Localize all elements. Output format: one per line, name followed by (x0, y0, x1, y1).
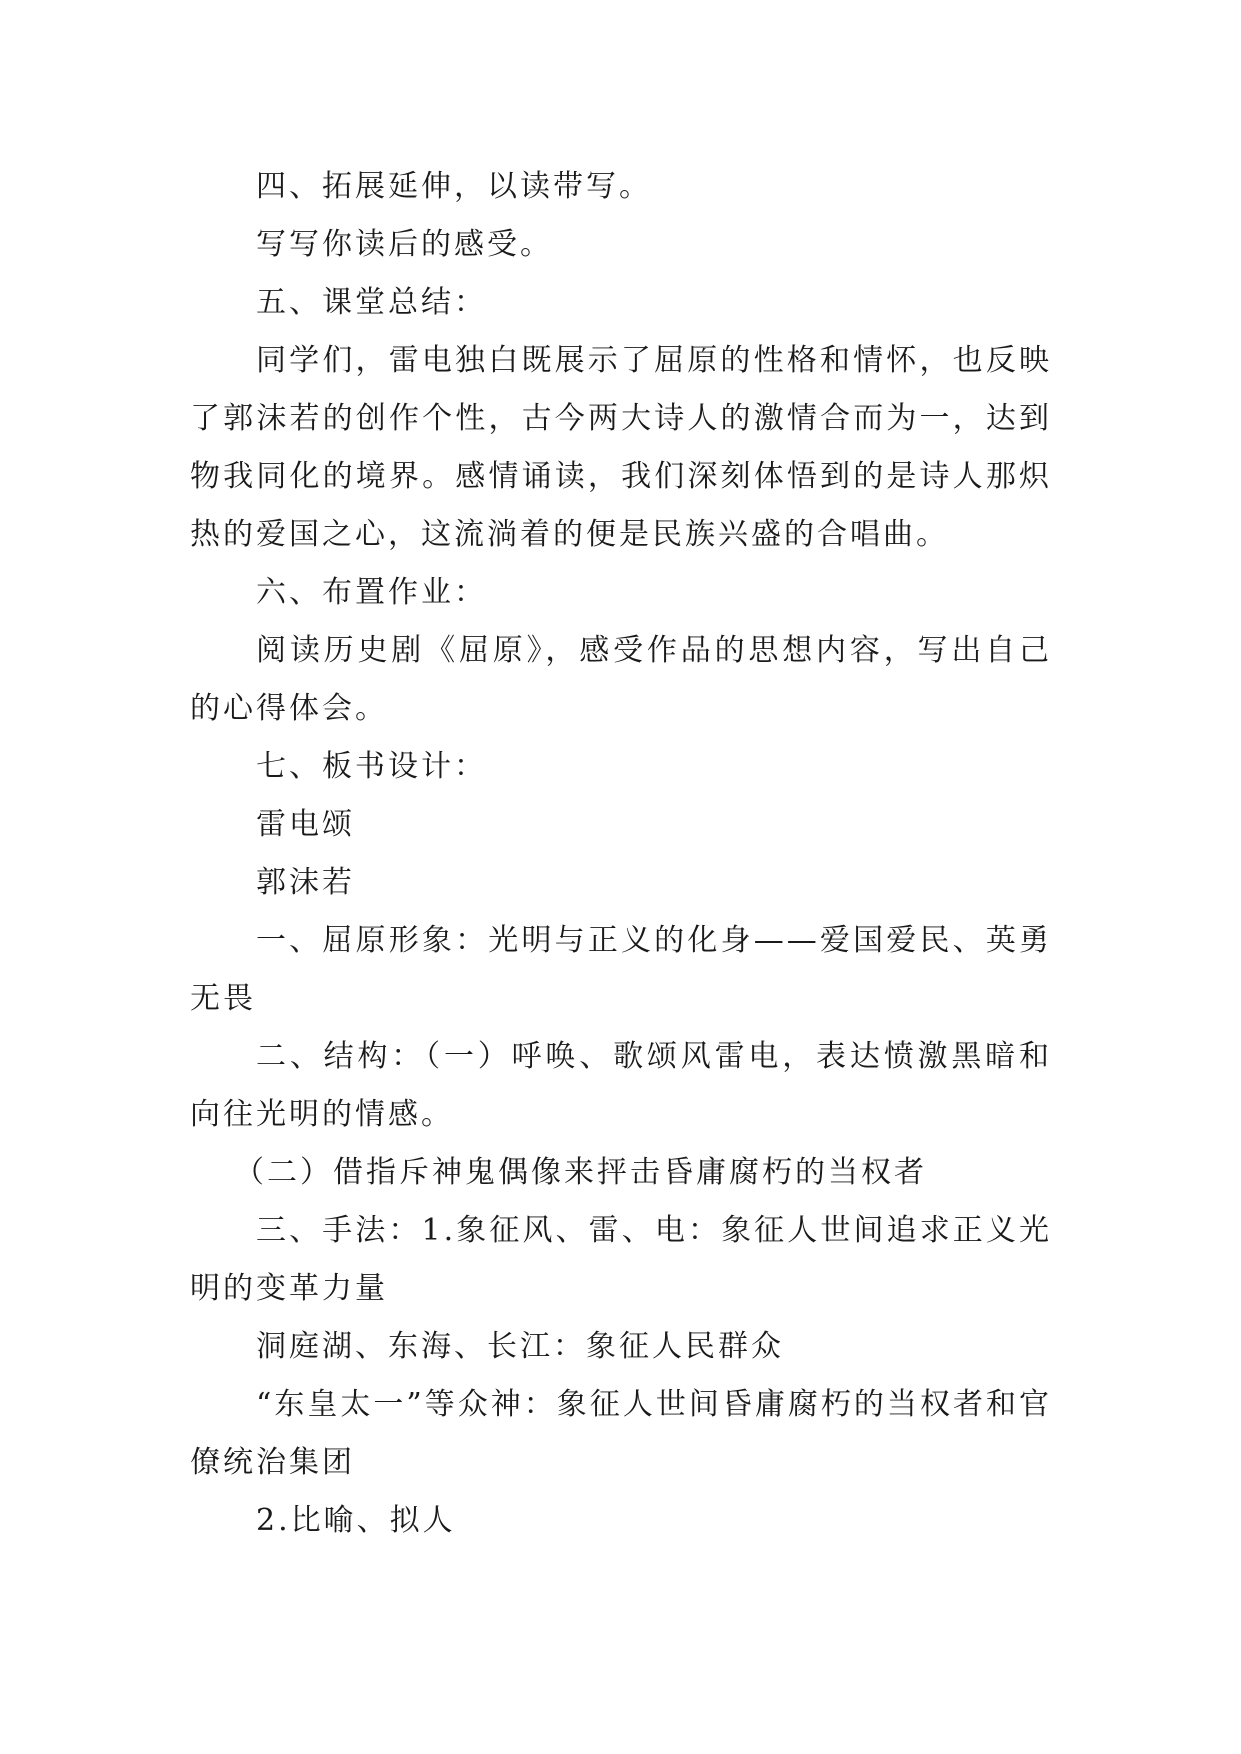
board-technique-symbol-people: 洞庭湖、东海、长江：象征人民群众 (256, 1329, 784, 1364)
homework-paragraph: 阅读历史剧《屈原》，感受作品的思想内容，写出自己的心得体会。 (190, 633, 1052, 726)
section-heading-homework: 六、布置作业： (256, 575, 487, 610)
extension-task: 写写你读后的感受。 (256, 227, 553, 262)
board-point-structure-2: （二）借指斥神鬼偶像来抨击昏庸腐朽的当权者 (234, 1155, 927, 1190)
section-heading-extension: 四、拓展延伸，以读带写。 (256, 169, 652, 204)
summary-paragraph: 同学们，雷电独白既展示了屈原的性格和情怀，也反映了郭沫若的创作个性，古今两大诗人的激情合而为一，达到物我同化的境界。感情诵读，我们深刻体悟到的是诗人那炽热的爱国之心，这流淌着的便是民族兴盛的合唱曲。 (190, 343, 1052, 552)
board-point-image: 一、屈原形象：光明与正义的化身——爱国爱民、英勇无畏 (190, 923, 1052, 1016)
document-body (190, 158, 1052, 1550)
board-point-structure: 二、结构：（一）呼唤、歌颂风雷电，表达愤激黑暗和向往光明的情感。 (190, 1039, 1052, 1132)
board-author: 郭沫若 (256, 865, 355, 900)
board-title: 雷电颂 (256, 807, 355, 842)
board-point-technique: 三、手法：1.象征风、雷、电：象征人世间追求正义光明的变革力量 (190, 1213, 1052, 1306)
section-heading-board-design: 七、板书设计： (256, 749, 487, 784)
board-technique-symbol-gods: “东皇太一”等众神：象征人世间昏庸腐朽的当权者和官僚统治集团 (190, 1387, 1052, 1480)
section-heading-summary: 五、课堂总结： (256, 285, 487, 320)
board-technique-metaphor: 2.比喻、拟人 (256, 1503, 456, 1538)
